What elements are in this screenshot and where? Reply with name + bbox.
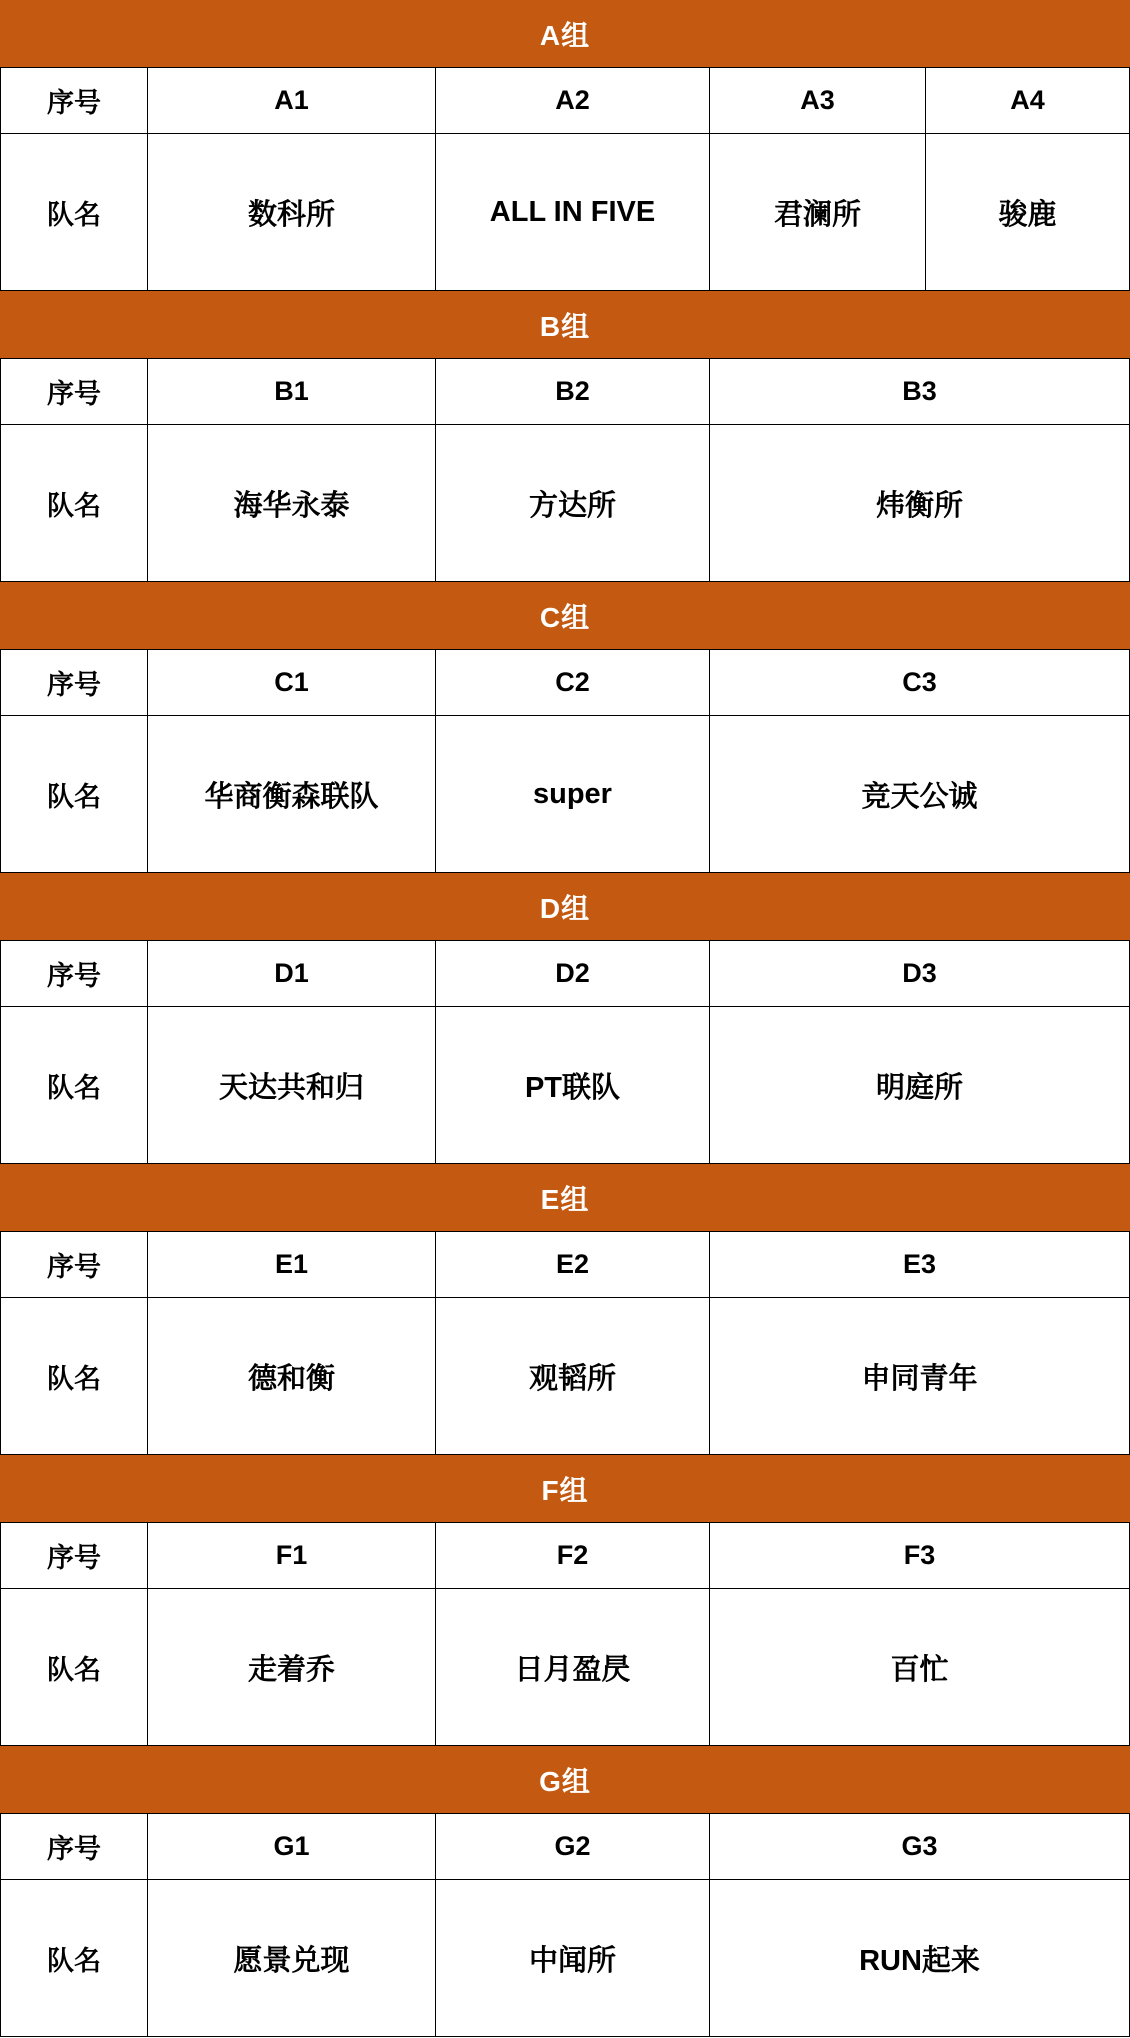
group-title: G组 <box>539 1765 591 1797</box>
row-label-team: 队名 <box>0 1007 148 1163</box>
team-cell: 海华永泰 <box>148 425 436 581</box>
team-cell: 骏鹿 <box>926 134 1130 290</box>
row-label-index: 序号 <box>0 650 148 715</box>
code-cell: B3 <box>710 359 1130 424</box>
team-cell: RUN起来 <box>710 1880 1130 2036</box>
code-cell: F3 <box>710 1523 1130 1588</box>
row-label-team: 队名 <box>0 425 148 581</box>
code-cell: G2 <box>436 1814 710 1879</box>
team-row <box>0 425 1130 582</box>
row-label-team: 队名 <box>0 1589 148 1745</box>
team-cell: 数科所 <box>148 134 436 290</box>
code-cell: F1 <box>148 1523 436 1588</box>
row-label-index: 序号 <box>0 68 148 133</box>
team-row <box>0 1007 1130 1164</box>
row-label-team: 队名 <box>0 1880 148 2036</box>
team-row <box>0 1880 1130 2037</box>
index-row <box>0 941 1130 1007</box>
team-cell: ALL IN FIVE <box>436 134 710 290</box>
team-cell: 中闻所 <box>436 1880 710 2036</box>
group-header <box>0 1746 1130 1814</box>
team-cell: 百忙 <box>710 1589 1130 1745</box>
code-cell: D3 <box>710 941 1130 1006</box>
team-cell: 观韬所 <box>436 1298 710 1454</box>
index-row <box>0 68 1130 134</box>
row-label-team: 队名 <box>0 1298 148 1454</box>
group-title: B组 <box>539 310 591 342</box>
row-label-index: 序号 <box>0 359 148 424</box>
team-cell: 炜衡所 <box>710 425 1130 581</box>
index-row <box>0 1232 1130 1298</box>
code-cell: G1 <box>148 1814 436 1879</box>
row-label-index: 序号 <box>0 1814 148 1879</box>
row-label-index: 序号 <box>0 1232 148 1297</box>
group-title: E组 <box>540 1183 590 1215</box>
index-row <box>0 1523 1130 1589</box>
group-header <box>0 873 1130 941</box>
code-cell: E3 <box>710 1232 1130 1297</box>
group-title: D组 <box>539 892 591 924</box>
code-cell: A3 <box>710 68 926 133</box>
team-cell: 明庭所 <box>710 1007 1130 1163</box>
team-cell: super <box>436 716 710 872</box>
team-row <box>0 1589 1130 1746</box>
code-cell: C2 <box>436 650 710 715</box>
team-row <box>0 1298 1130 1455</box>
code-cell: E2 <box>436 1232 710 1297</box>
row-label-team: 队名 <box>0 716 148 872</box>
code-cell: D2 <box>436 941 710 1006</box>
group-title: F组 <box>541 1474 589 1506</box>
team-cell: 君澜所 <box>710 134 926 290</box>
row-label-team: 队名 <box>0 134 148 290</box>
group-header <box>0 1164 1130 1232</box>
code-cell: G3 <box>710 1814 1130 1879</box>
group-title: A组 <box>539 19 591 51</box>
team-cell: 日月盈昃 <box>436 1589 710 1745</box>
code-cell: A4 <box>926 68 1130 133</box>
team-cell: 华商衡森联队 <box>148 716 436 872</box>
code-cell: D1 <box>148 941 436 1006</box>
team-cell: 竞天公诚 <box>710 716 1130 872</box>
code-cell: F2 <box>436 1523 710 1588</box>
index-row <box>0 650 1130 716</box>
code-cell: C3 <box>710 650 1130 715</box>
team-cell: 申同青年 <box>710 1298 1130 1454</box>
code-cell: B2 <box>436 359 710 424</box>
team-cell: 天达共和归 <box>148 1007 436 1163</box>
team-cell: 德和衡 <box>148 1298 436 1454</box>
index-row <box>0 359 1130 425</box>
team-row <box>0 716 1130 873</box>
row-label-index: 序号 <box>0 941 148 1006</box>
group-header <box>0 0 1130 68</box>
team-row <box>0 134 1130 291</box>
code-cell: A2 <box>436 68 710 133</box>
group-header <box>0 1455 1130 1523</box>
code-cell: A1 <box>148 68 436 133</box>
code-cell: C1 <box>148 650 436 715</box>
group-header <box>0 291 1130 359</box>
group-header <box>0 582 1130 650</box>
code-cell: B1 <box>148 359 436 424</box>
team-cell: 走着乔 <box>148 1589 436 1745</box>
group-title: C组 <box>539 601 591 633</box>
index-row <box>0 1814 1130 1880</box>
team-cell: 方达所 <box>436 425 710 581</box>
code-cell: E1 <box>148 1232 436 1297</box>
team-cell: PT联队 <box>436 1007 710 1163</box>
team-cell: 愿景兑现 <box>148 1880 436 2036</box>
row-label-index: 序号 <box>0 1523 148 1588</box>
